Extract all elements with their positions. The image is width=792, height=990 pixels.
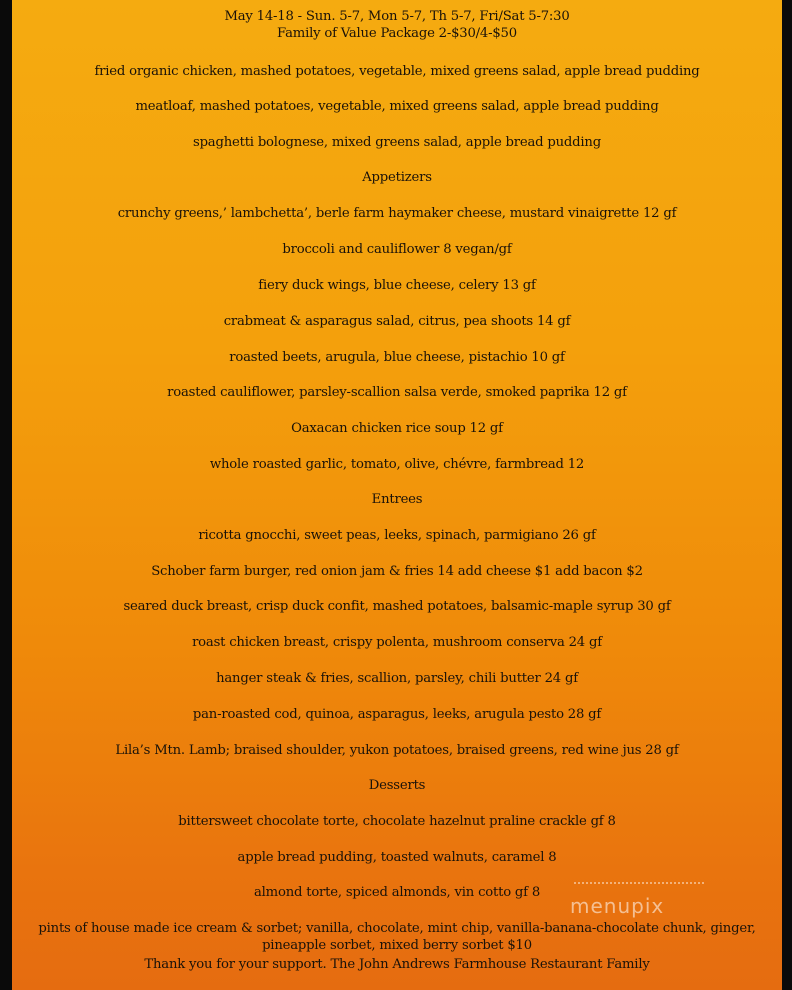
- appetizer-item: fiery duck wings, blue cheese, celery 13 gf: [258, 278, 536, 293]
- appetizer-item: crabmeat & asparagus salad, citrus, pea shoots 14 gf: [223, 314, 571, 329]
- appetizer-item: Oaxacan chicken rice soup 12 gf: [291, 421, 503, 436]
- dessert-item: apple bread pudding, toasted walnuts, caramel 8: [237, 850, 557, 865]
- footer-thanks: Thank you for your support. The John Andrews Farmhouse Restaurant Family: [144, 957, 650, 972]
- entree-item: hanger steak & fries, scallion, parsley, chili butter 24 gf: [216, 671, 578, 686]
- family-package-title: Family of Value Package 2-$30/4-$50: [277, 26, 517, 41]
- watermark-logo: [564, 882, 714, 922]
- menu-dates: May 14-18 - Sun. 5-7, Mon 5-7, Th 5-7, Fri/Sat 5-7:30: [224, 9, 570, 24]
- menu-page: [12, 0, 782, 990]
- entree-item: pan-roasted cod, quinoa, asparagus, leeks, arugula pesto 28 gf: [192, 707, 602, 722]
- entrees-heading: Entrees: [371, 492, 423, 507]
- appetizer-item: roasted beets, arugula, blue cheese, pistachio 10 gf: [229, 350, 565, 365]
- entree-item: seared duck breast, crisp duck confit, mashed potatoes, balsamic-maple syrup 30 gf: [123, 599, 671, 614]
- desserts-heading: Desserts: [368, 778, 426, 793]
- family-item: spaghetti bolognese, mixed greens salad, apple bread pudding: [193, 135, 601, 150]
- dessert-item: pints of house made ice cream & sorbet; vanilla, chocolate, mint chip, vanilla-banana-chocolate chunk, ginger, pineapple sorbet, mixed berry sorbet $10: [38, 921, 756, 953]
- dessert-item: bittersweet chocolate torte, chocolate hazelnut praline crackle gf 8: [178, 814, 616, 829]
- entree-item: Lila’s Mtn. Lamb; braised shoulder, yukon potatoes, braised greens, red wine jus 28 gf: [115, 743, 679, 758]
- entree-item: ricotta gnocchi, sweet peas, leeks, spinach, parmigiano 26 gf: [198, 528, 596, 543]
- appetizer-item: roasted cauliflower, parsley-scallion salsa verde, smoked paprika 12 gf: [167, 385, 627, 400]
- watermark-text: menupix: [570, 894, 665, 918]
- entree-item: roast chicken breast, crispy polenta, mushroom conserva 24 gf: [192, 635, 602, 650]
- appetizer-item: broccoli and cauliflower 8 vegan/gf: [282, 242, 512, 257]
- family-item: fried organic chicken, mashed potatoes, vegetable, mixed greens salad, apple bread pudding: [94, 64, 700, 79]
- watermark-dots-icon: [574, 882, 704, 886]
- dessert-item: almond torte, spiced almonds, vin cotto gf 8: [253, 885, 541, 900]
- entree-item: Schober farm burger, red onion jam & fries 14 add cheese $1 add bacon $2: [151, 564, 643, 579]
- appetizers-heading: Appetizers: [362, 170, 432, 185]
- appetizer-item: whole roasted garlic, tomato, olive, chévre, farmbread 12: [209, 457, 585, 472]
- family-item: meatloaf, mashed potatoes, vegetable, mixed greens salad, apple bread pudding: [135, 99, 659, 114]
- appetizer-item: crunchy greens,’ lambchetta’, berle farm haymaker cheese, mustard vinaigrette 12 gf: [117, 206, 677, 221]
